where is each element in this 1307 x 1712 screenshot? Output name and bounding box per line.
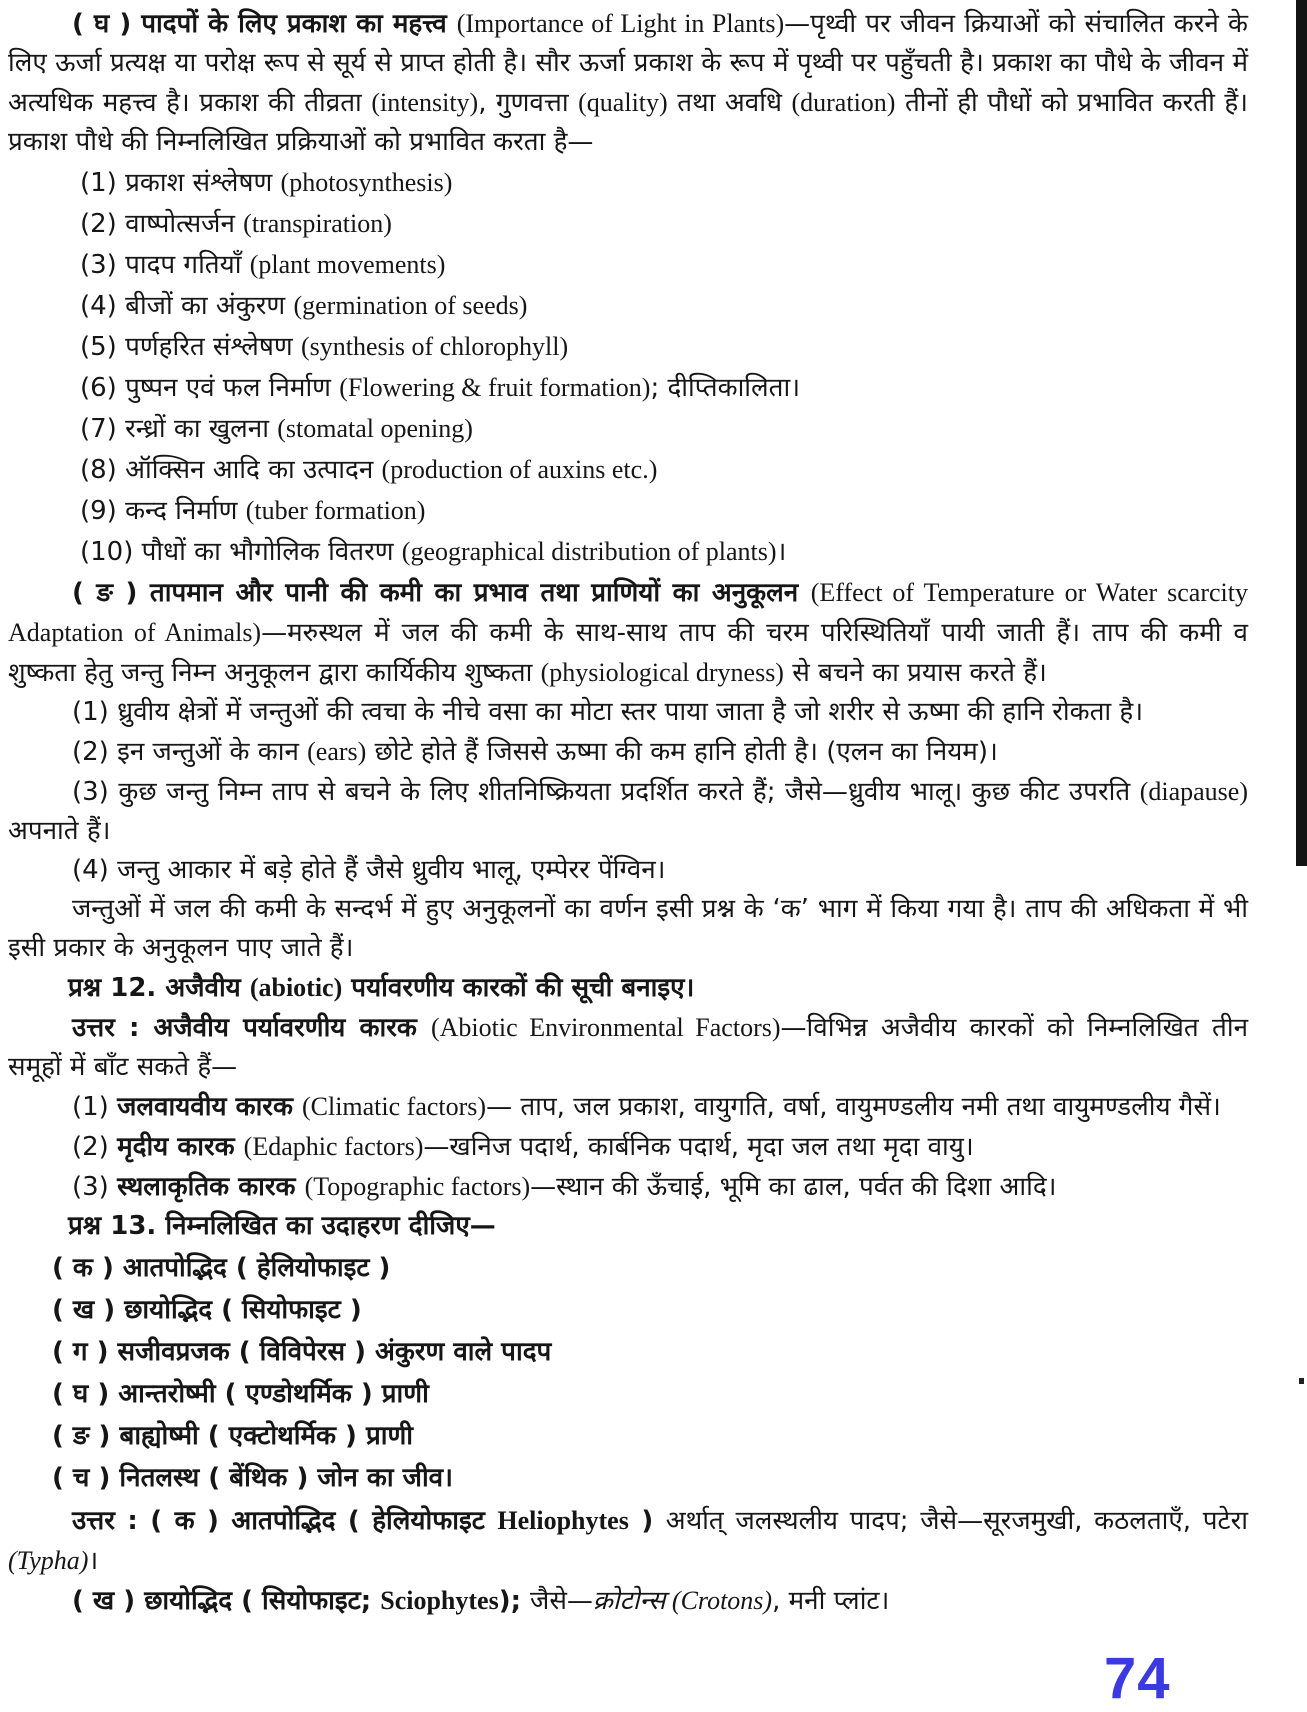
text-segment: —मरुस्थल में जल की कमी के साथ-साथ ताप की चरम परिस्थितियाँ पायी जाती हैं। ताप की कमी व शुष्कता हेतु जन्तु निम्न अनुकूलन द्वारा कार्यिकीय शुष्कता	[8, 618, 1248, 688]
list-item	[80, 368, 1248, 408]
question-heading	[8, 968, 1248, 1008]
list-item	[80, 163, 1248, 203]
text-segment: )	[628, 1506, 666, 1536]
list-item	[80, 491, 1248, 531]
text-segment: (physiological dryness)	[540, 658, 784, 687]
text-segment: ( च ) नितलस्थ ( बेंथिक ) जोन का जीव।	[52, 1463, 453, 1493]
scan-speck-artifact	[1299, 1378, 1304, 1384]
text-segment: ( ङ ) बाह्योष्मी ( एक्टोथर्मिक ) प्राणी	[52, 1421, 414, 1451]
text-segment: );	[498, 1586, 531, 1616]
text-segment: (ears)	[307, 737, 367, 766]
question-sub-item	[52, 1249, 1248, 1288]
text-segment: तथा अवधि	[667, 88, 792, 118]
text-segment: (germination of seeds)	[293, 291, 528, 320]
text-segment: अपनाते हैं।	[8, 816, 111, 846]
text-segment: —पृथ्वी पर जीवन क्रियाओं को संचालित करने के लिए ऊर्जा प्रत्यक्ष या परोक्ष रूप से सूर्य से प्राप्त होती है। सौर ऊर्जा प्रकाश के रूप में पृथ्वी पर पहुँचती है। प्रकाश का पौधे के जीवन में अत्यधिक महत्त्व है। प्रकाश की तीव्रता	[8, 9, 1248, 118]
text-segment: —विभिन्न अजैवीय कारकों को निम्नलिखित तीन समूहों में बाँट सकते हैं—	[8, 1013, 1248, 1082]
text-segment: तीनों ही पौधों को प्रभावित करती हैं। प्रकाश पौधे की निम्नलिखित प्रक्रियाओं को प्रभावित करता है—	[8, 88, 1249, 157]
text-segment: ( ङ ) तापमान और पानी की कमी का प्रभाव तथा प्राणियों का अनुकूलन	[72, 578, 811, 608]
paragraph	[8, 732, 1248, 772]
paragraph	[8, 693, 1248, 732]
text-segment: (abiotic)	[249, 973, 343, 1002]
text-segment: अर्थात् जलस्थलीय पादप; जैसे—सूरजमुखी, कठलताएँ, पटेरा	[665, 1506, 1248, 1536]
text-segment: प्रश्न 13. निम्नलिखित का उदाहरण दीजिए—	[68, 1211, 496, 1241]
paragraph	[8, 890, 1248, 968]
text-segment: छोटे होते हैं जिससे ऊष्मा की कम हानि होती है। (एलन का नियम)।	[366, 737, 998, 767]
paragraph	[8, 1087, 1248, 1127]
text-segment: (tuber formation)	[245, 496, 426, 525]
text-segment: ( क ) आतपोद्भिद ( हेलियोफाइट )	[52, 1253, 391, 1283]
text-segment: ।	[88, 1546, 99, 1576]
text-segment: (transpiration)	[243, 209, 392, 238]
paragraph	[8, 1581, 1248, 1621]
text-segment: (Flowering & fruit formation)	[339, 373, 651, 402]
text-segment: (plant movements)	[249, 250, 446, 279]
paragraph	[8, 1127, 1248, 1167]
text-segment: (duration)	[791, 88, 896, 117]
text-segment: (4) जन्तु आकार में बड़े होते हैं जैसे ध्रुवीय भालू, एम्पेरर पेंग्विन।	[72, 855, 666, 885]
text-segment: (Effect of Temperature or Water scarcity Adaptation of Animals)	[8, 578, 1248, 647]
text-segment: , मनी प्लांट।	[772, 1586, 890, 1616]
text-segment: —खनिज पदार्थ, कार्बनिक पदार्थ, मृदा जल तथा मृदा वायु।	[423, 1132, 974, 1162]
question-heading	[8, 1207, 1248, 1246]
text-segment: (geographical distribution of plants)	[401, 537, 777, 566]
text-segment: (3) कुछ जन्तु निम्न ताप से बचने के लिए शीतनिष्क्रियता प्रदर्शित करते हैं; जैसे—ध्रुवीय भालू। कुछ कीट उपरति	[72, 777, 1140, 807]
page-text	[8, 4, 1248, 1621]
text-segment: (2) वाष्पोत्सर्जन	[80, 209, 244, 239]
text-segment: ( ग ) सजीवप्रजक ( विविपेरस ) अंकुरण वाले पादप	[52, 1337, 552, 1367]
paragraph	[8, 573, 1248, 693]
text-segment: ( ख ) छायोद्भिद ( सियोफाइट )	[52, 1295, 362, 1325]
text-segment: (photosynthesis)	[280, 168, 453, 197]
text-segment: ( घ ) पादपों के लिए प्रकाश का महत्त्व	[72, 9, 457, 39]
paragraph	[8, 851, 1248, 890]
text-segment: (intensity)	[371, 88, 479, 117]
text-segment: — ताप, जल प्रकाश, वायुगति, वर्षा, वायुमण्डलीय नमी तथा वायुमण्डलीय गैसें।	[486, 1092, 1221, 1122]
text-segment: Heliophytes	[497, 1506, 629, 1535]
text-segment: (8) ऑक्सिन आदि का उत्पादन	[80, 455, 382, 485]
text-segment: Sciophytes	[380, 1586, 499, 1615]
question-sub-item	[52, 1417, 1248, 1456]
list-item	[80, 245, 1248, 285]
text-segment: (2)	[72, 1132, 118, 1162]
text-segment: पर्यावरणीय कारकों की सूची बनाइए।	[342, 973, 695, 1003]
text-segment: (stomatal opening)	[277, 414, 473, 443]
text-segment: , गुणवत्ता	[478, 88, 579, 118]
text-segment: (5) पर्णहरित संश्लेषण	[80, 332, 301, 362]
text-segment: ।	[776, 537, 787, 567]
text-segment: (4) बीजों का अंकुरण	[80, 291, 294, 321]
list-item	[80, 450, 1248, 490]
text-segment: (quality)	[578, 88, 668, 117]
paragraph	[8, 1008, 1248, 1087]
paragraph	[8, 4, 1248, 162]
scan-edge-artifact	[1296, 0, 1307, 866]
text-segment: उत्तर : ( क ) आतपोद्भिद ( हेलियोफाइट	[72, 1506, 498, 1536]
text-segment: —स्थान की ऊँचाई, भूमि का ढाल, पर्वत की दिशा आदि।	[530, 1172, 1057, 1202]
paragraph	[8, 1167, 1248, 1207]
page-number: 74	[1104, 1646, 1171, 1711]
list-item	[80, 409, 1248, 449]
text-segment: (3) पादप गतियाँ	[80, 250, 250, 280]
text-segment: (7) रन्ध्रों का खुलना	[80, 414, 278, 444]
text-segment: स्थलाकृतिक कारक	[117, 1172, 305, 1202]
text-segment: ( घ ) आन्तरोष्मी ( एण्डोथर्मिक ) प्राणी	[52, 1379, 429, 1409]
text-segment: (1) ध्रुवीय क्षेत्रों में जन्तुओं की त्वचा के नीचे वसा का मोटा स्तर पाया जाता है जो शरीर से ऊष्मा की हानि रोकता है।	[72, 697, 1144, 727]
text-segment: (10) पौधों का भौगोलिक वितरण	[80, 537, 402, 567]
text-segment: (diapause)	[1139, 777, 1248, 806]
text-segment: से बचने का प्रयास करते हैं।	[783, 658, 1047, 688]
text-segment: (synthesis of chlorophyll)	[300, 332, 569, 361]
question-sub-item	[52, 1291, 1248, 1330]
text-segment: जन्तुओं में जल की कमी के सन्दर्भ में हुए अनुकूलनों का वर्णन इसी प्रश्न के ‘क’ भाग में किया गया है। ताप की अधिकता में भी इसी प्रकार के अनुकूलन पाए जाते हैं।	[8, 894, 1248, 963]
text-segment: (9) कन्द निर्माण	[80, 496, 246, 526]
list-item	[80, 532, 1248, 572]
text-segment: जैसे—	[530, 1586, 593, 1616]
text-segment: जलवायवीय कारक	[117, 1092, 302, 1122]
text-segment: (Edaphic factors)	[243, 1132, 424, 1161]
text-segment: (Typha)	[8, 1546, 89, 1575]
text-segment: क्रोटोन्स (Crotons)	[592, 1586, 773, 1615]
text-segment: (1) प्रकाश संश्लेषण	[80, 168, 281, 198]
text-segment: (2) इन जन्तुओं के कान	[72, 737, 308, 767]
text-segment: मृदीय कारक	[117, 1132, 244, 1162]
text-segment: (Topographic factors)	[304, 1172, 531, 1201]
question-sub-item	[52, 1333, 1248, 1372]
question-sub-item	[52, 1375, 1248, 1414]
text-segment: (3)	[72, 1172, 118, 1202]
paragraph	[8, 1501, 1248, 1581]
list-item	[80, 204, 1248, 244]
paragraph	[8, 772, 1248, 851]
text-segment: प्रश्न 12. अजैवीय	[68, 973, 250, 1003]
text-segment: (6) पुष्पन एवं फल निर्माण	[80, 373, 340, 403]
text-segment: (1)	[72, 1092, 118, 1122]
text-segment: (Climatic factors)	[301, 1092, 487, 1121]
text-segment: ; दीप्तिकालिता।	[650, 373, 801, 403]
question-sub-item	[52, 1459, 1248, 1498]
text-segment: (production of auxins etc.)	[381, 455, 658, 484]
text-segment: (Abiotic Environmental Factors)	[430, 1013, 781, 1042]
list-item	[80, 286, 1248, 326]
list-item	[80, 327, 1248, 367]
text-segment: ( ख ) छायोद्भिद ( सियोफाइट;	[72, 1586, 381, 1616]
text-segment: (Importance of Light in Plants)	[456, 9, 785, 38]
text-segment: उत्तर : अजैवीय पर्यावरणीय कारक	[72, 1013, 431, 1043]
